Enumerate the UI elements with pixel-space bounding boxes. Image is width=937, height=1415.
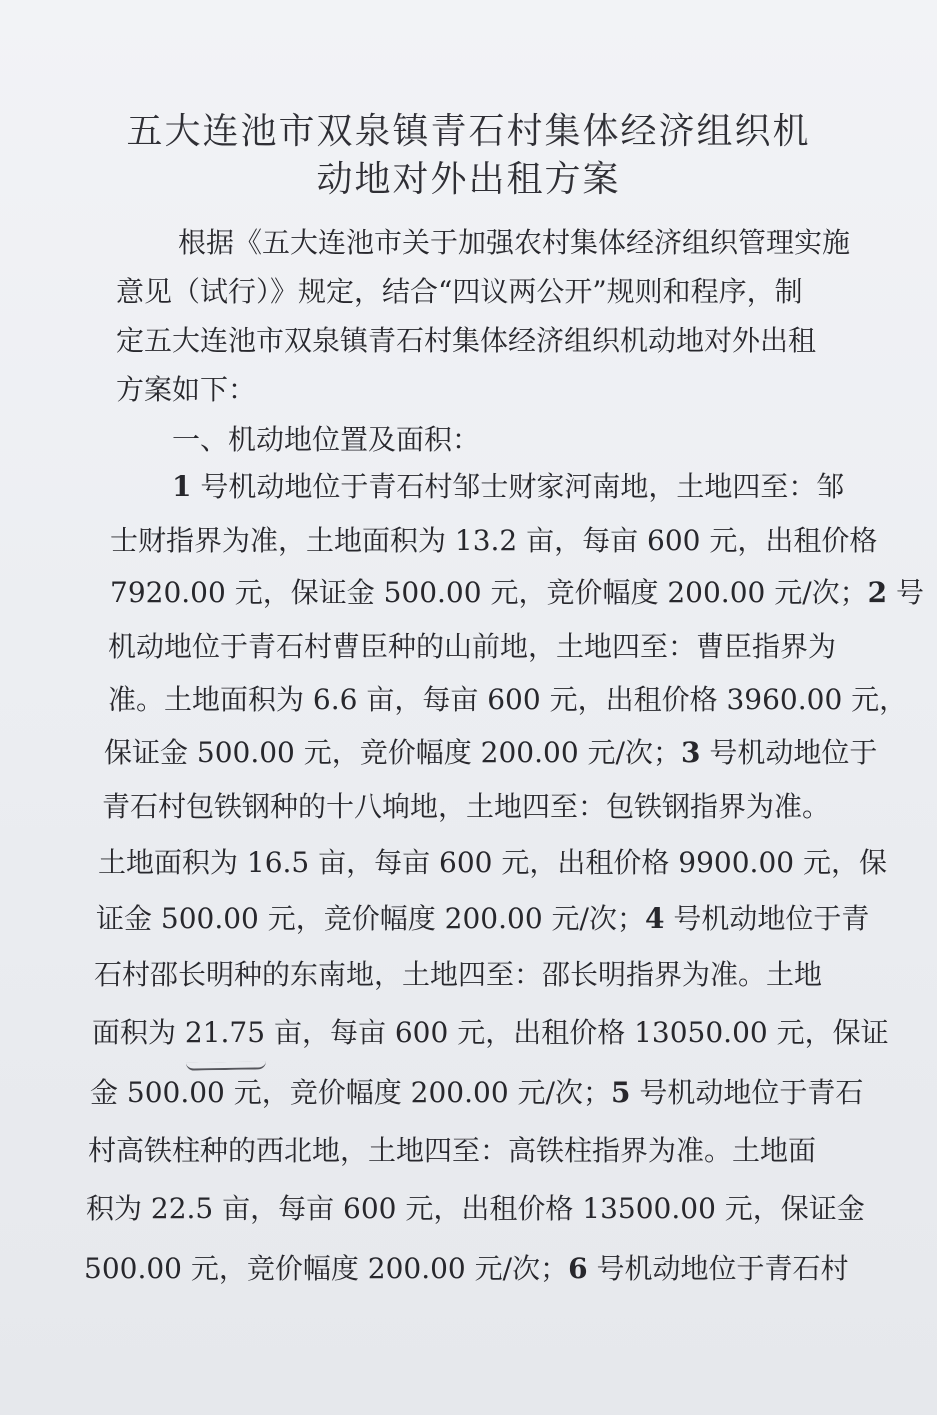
body-line [110, 576, 925, 610]
body-line [86, 1192, 865, 1226]
body-text: 积为 22.5 亩，每亩 600 元，出租价格 13500.00 元，保证金 [86, 1192, 865, 1225]
body-text: 号机动地位于青 [664, 902, 870, 935]
body-text: 号 [887, 576, 925, 609]
handwritten-underline-mark [186, 1061, 266, 1070]
plot-number: 5 [610, 1076, 631, 1109]
body-line [84, 1252, 860, 1286]
body-text: 号机动地位于青石 [630, 1076, 864, 1109]
body-line [108, 683, 908, 717]
body-text: 准。土地面积为 6.6 亩，每亩 600 元，出租价格 3960.00 元， [108, 683, 908, 716]
document-title-line-2: 动地对外出租方案 [316, 159, 621, 200]
body-line [104, 736, 878, 770]
body-text: 面积为 21.75 亩，每亩 600 元，出租价格 13050.00 元，保证 [92, 1016, 889, 1049]
plot-number: 2 [867, 576, 888, 609]
body-text: 青石村包铁钢种的十八垧地，土地四至：包铁钢指界为准。 [102, 790, 831, 823]
body-line [172, 470, 860, 504]
body-line [92, 1016, 889, 1050]
body-line [110, 524, 878, 558]
body-text: 村高铁柱种的西北地，土地四至：高铁柱指界为准。土地面 [88, 1134, 817, 1167]
body-text: 500.00 元，竞价幅度 200.00 元/次； [84, 1252, 569, 1285]
intro-line: 方案如下： [116, 373, 257, 406]
body-line [96, 902, 870, 936]
section-heading: 一、机动地位置及面积： [172, 423, 481, 456]
plot-number: 3 [680, 736, 701, 769]
plot-number: 6 [568, 1252, 588, 1285]
body-line [102, 790, 860, 824]
plot-number: 1 [172, 470, 192, 503]
body-text: 士财指界为准，土地面积为 13.2 亩，每亩 600 元，出租价格 [110, 524, 878, 557]
plot-number: 4 [644, 902, 665, 935]
body-text: 石村邵长明种的东南地，土地四至：邵长明指界为准。土地 [94, 958, 823, 991]
body-text: 号机动地位于青石村邹士财家河南地，土地四至：邹 [191, 470, 845, 503]
intro-line: 定五大连池市双泉镇青石村集体经济组织机动地对外出租 [116, 324, 817, 357]
body-text: 保证金 500.00 元，竞价幅度 200.00 元/次； [104, 736, 681, 769]
body-text: 金 500.00 元，竞价幅度 200.00 元/次； [90, 1076, 611, 1109]
body-text: 7920.00 元，保证金 500.00 元，竞价幅度 200.00 元/次； [110, 576, 868, 609]
body-line [88, 1134, 860, 1168]
body-line [90, 1076, 864, 1110]
body-line [108, 630, 860, 664]
body-text: 证金 500.00 元，竞价幅度 200.00 元/次； [96, 902, 645, 935]
body-text: 号机动地位于 [700, 736, 878, 769]
body-text: 土地面积为 16.5 亩，每亩 600 元，出租价格 9900.00 元，保 [98, 846, 887, 879]
intro-line: 根据《五大连池市关于加强农村集体经济组织管理实施 [178, 226, 851, 259]
body-line [94, 958, 860, 992]
intro-line: 意见（试行）》规定，结合“四议两公开”规则和程序，制 [116, 275, 803, 308]
body-text: 号机动地位于青石村 [587, 1252, 849, 1285]
body-text: 机动地位于青石村曹臣种的山前地，土地四至：曹臣指界为 [108, 630, 837, 663]
document-title-line-1: 五大连池市双泉镇青石村集体经济组织机 [126, 111, 811, 152]
body-line [98, 846, 887, 880]
